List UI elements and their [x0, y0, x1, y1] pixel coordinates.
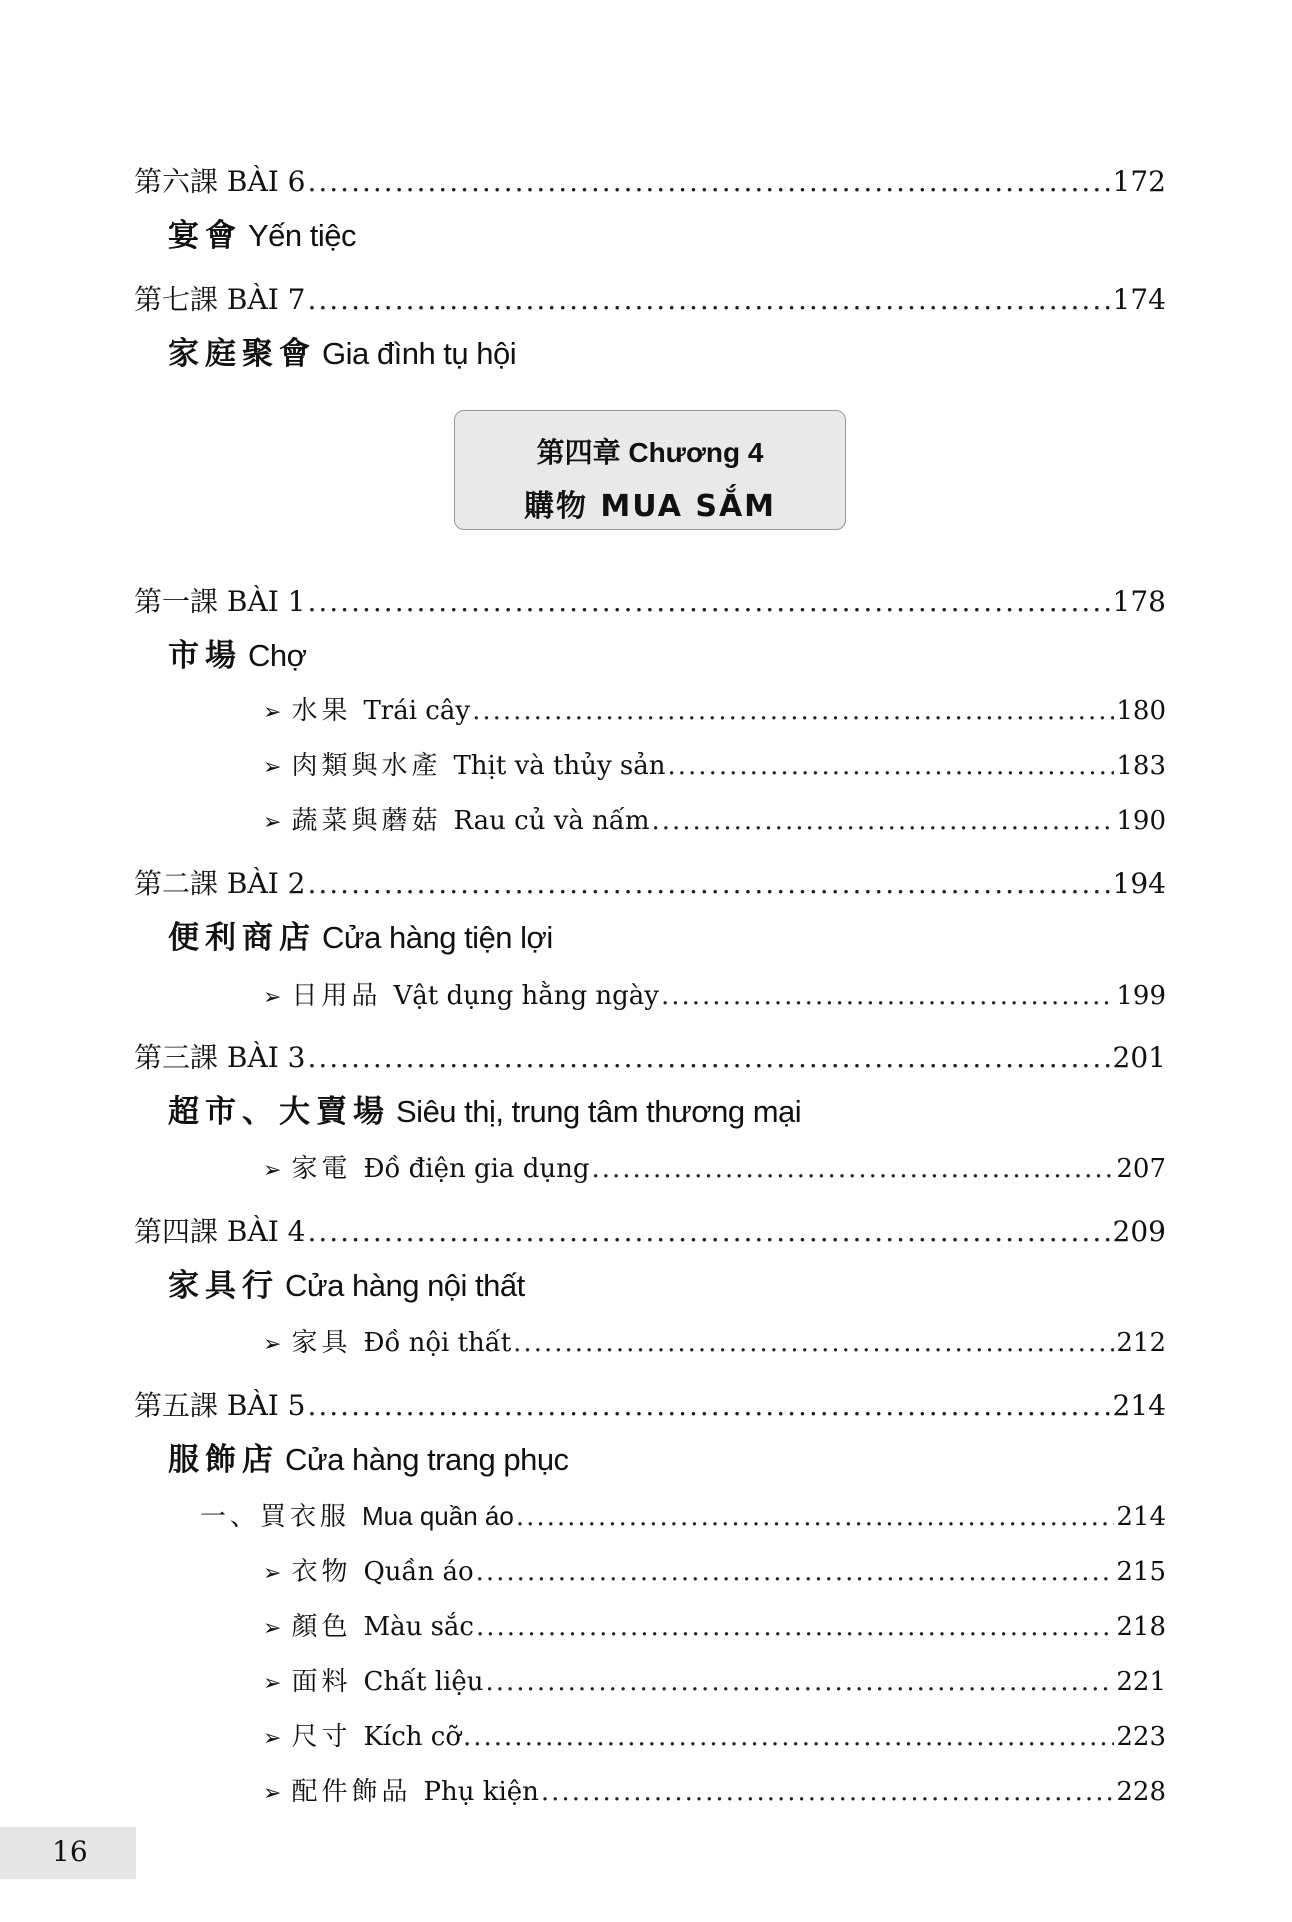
item-vn: Quần áo — [363, 1557, 474, 1587]
title-vn: Chợ — [248, 638, 307, 673]
lesson-title — [168, 1260, 525, 1305]
page-ref: 183 — [1116, 751, 1166, 781]
title-vn: Cửa hàng tiện lợi — [322, 920, 553, 955]
title-cn: 服飾店 — [168, 1442, 279, 1478]
page-ref: 214 — [1116, 1502, 1166, 1532]
chapter-heading-box — [454, 410, 846, 530]
item-vn: Vật dụng hằng ngày — [393, 981, 659, 1011]
page-ref: 172 — [1112, 165, 1166, 198]
lesson-label: 第六課 BÀI 6 — [134, 165, 306, 198]
title-cn: 便利商店 — [168, 920, 316, 956]
page-ref: 194 — [1112, 867, 1166, 900]
leader-dots — [307, 283, 1110, 316]
lesson-label: 第三課 BÀI 3 — [134, 1041, 306, 1074]
item-cn: 衣物 — [291, 1557, 352, 1587]
arrow-bullet-icon: ➢ — [263, 1616, 282, 1641]
chapter-title: 購物 MUA SẮM — [523, 489, 777, 524]
page-number: 16 — [52, 1835, 88, 1868]
item-cn: 家具 — [291, 1328, 352, 1358]
arrow-bullet-icon: ➢ — [263, 1726, 282, 1751]
lesson-title — [168, 328, 516, 373]
leader-dots — [476, 1557, 1115, 1587]
arrow-bullet-icon: ➢ — [263, 700, 282, 725]
arrow-bullet-icon: ➢ — [263, 1561, 282, 1586]
leader-dots — [307, 165, 1110, 198]
page-ref: 218 — [1116, 1612, 1166, 1642]
arrow-bullet-icon: ➢ — [263, 755, 282, 780]
arrow-bullet-icon: ➢ — [263, 1781, 282, 1806]
leader-dots — [307, 1041, 1110, 1074]
toc-item[interactable] — [263, 975, 1166, 1012]
lesson-title — [168, 210, 356, 255]
toc-item[interactable] — [263, 1771, 1166, 1808]
item-vn: Chất liệu — [363, 1667, 484, 1697]
leader-dots — [307, 585, 1110, 618]
lesson-title — [168, 1086, 801, 1131]
arrow-bullet-icon: ➢ — [263, 1158, 282, 1183]
leader-dots — [591, 1154, 1114, 1184]
toc-item[interactable] — [263, 1148, 1166, 1185]
item-vn: Rau củ và nấm — [453, 806, 650, 836]
leader-dots — [307, 867, 1110, 900]
toc-entry-lesson-4[interactable] — [134, 1210, 1166, 1250]
leader-dots — [541, 1777, 1114, 1807]
leader-dots — [307, 1389, 1110, 1422]
leader-dots — [463, 1722, 1114, 1752]
lesson-label: 第七課 BÀI 7 — [134, 283, 306, 316]
toc-entry-lesson-3[interactable] — [134, 1036, 1166, 1076]
toc-item[interactable] — [263, 1716, 1166, 1753]
toc-entry-lesson-1[interactable] — [134, 580, 1166, 620]
item-vn: Thịt và thủy sản — [453, 751, 666, 781]
toc-item[interactable] — [263, 1551, 1166, 1588]
page-ref: 221 — [1116, 1667, 1166, 1697]
title-vn: Gia đình tụ hội — [322, 336, 517, 371]
subsection-vn: Mua quần áo — [362, 1501, 514, 1531]
page-ref: 180 — [1116, 696, 1166, 726]
item-cn: 肉類與水產 — [291, 751, 442, 781]
leader-dots — [472, 696, 1114, 726]
leader-dots — [652, 806, 1115, 836]
leader-dots — [307, 1215, 1110, 1248]
arrow-bullet-icon: ➢ — [263, 985, 282, 1010]
toc-item[interactable] — [263, 1606, 1166, 1643]
item-vn: Đồ điện gia dụng — [363, 1154, 590, 1184]
leader-dots — [513, 1328, 1114, 1358]
chapter-number: 第四章 Chương 4 — [536, 437, 764, 468]
leader-dots — [668, 751, 1115, 781]
lesson-label: 第五課 BÀI 5 — [134, 1389, 306, 1422]
item-cn: 顏色 — [291, 1612, 352, 1642]
item-vn: Màu sắc — [363, 1612, 474, 1642]
item-cn: 配件飾品 — [291, 1777, 412, 1807]
page-ref: 178 — [1112, 585, 1166, 618]
page-ref: 190 — [1116, 806, 1166, 836]
page-ref: 214 — [1112, 1389, 1166, 1422]
title-vn: Siêu thị, trung tâm thương mại — [396, 1094, 802, 1129]
toc-entry-lesson-2[interactable] — [134, 862, 1166, 902]
item-cn: 蔬菜與蘑菇 — [291, 806, 442, 836]
title-cn: 超市、大賣場 — [168, 1094, 390, 1130]
lesson-title — [168, 1434, 569, 1479]
title-cn: 市場 — [168, 638, 242, 674]
lesson-label: 第二課 BÀI 2 — [134, 867, 306, 900]
subsection-cn: 一、買衣服 — [200, 1502, 351, 1532]
page-ref: 174 — [1112, 283, 1166, 316]
leader-dots — [516, 1502, 1115, 1532]
item-cn: 尺寸 — [291, 1722, 352, 1752]
toc-item[interactable] — [263, 745, 1166, 782]
toc-entry-lesson-5[interactable] — [134, 1384, 1166, 1424]
item-cn: 面料 — [291, 1667, 352, 1697]
toc-subsection[interactable] — [200, 1496, 1166, 1533]
title-vn: Yến tiệc — [248, 218, 357, 253]
arrow-bullet-icon: ➢ — [263, 1332, 282, 1357]
page-ref: 212 — [1116, 1328, 1166, 1358]
leader-dots — [486, 1667, 1115, 1697]
item-vn: Phụ kiện — [423, 1777, 539, 1807]
lesson-label: 第四課 BÀI 4 — [134, 1215, 306, 1248]
item-cn: 日用品 — [291, 981, 382, 1011]
leader-dots — [661, 981, 1114, 1011]
page-ref: 207 — [1116, 1154, 1166, 1184]
arrow-bullet-icon: ➢ — [263, 810, 282, 835]
item-vn: Kích cỡ — [363, 1722, 461, 1752]
toc-item[interactable] — [263, 1661, 1166, 1698]
item-vn: Đồ nội thất — [363, 1328, 512, 1358]
lesson-label: 第一課 BÀI 1 — [134, 585, 306, 618]
title-cn: 家庭聚會 — [168, 336, 316, 372]
title-cn: 宴會 — [168, 218, 242, 254]
lesson-title — [168, 630, 306, 675]
title-vn: Cửa hàng trang phục — [285, 1442, 569, 1477]
arrow-bullet-icon: ➢ — [263, 1671, 282, 1696]
title-vn: Cửa hàng nội thất — [285, 1268, 525, 1303]
page-ref: 228 — [1116, 1777, 1166, 1807]
page-ref: 199 — [1116, 981, 1166, 1011]
page-ref: 215 — [1116, 1557, 1166, 1587]
leader-dots — [476, 1612, 1114, 1642]
item-cn: 家電 — [291, 1154, 352, 1184]
lesson-title — [168, 912, 553, 957]
toc-entry-lesson-6[interactable] — [134, 160, 1166, 200]
toc-item[interactable] — [263, 1322, 1166, 1359]
toc-entry-lesson-7[interactable] — [134, 278, 1166, 318]
title-cn: 家具行 — [168, 1268, 279, 1304]
page-ref: 201 — [1112, 1041, 1166, 1074]
item-vn: Trái cây — [363, 696, 471, 726]
page-ref: 223 — [1116, 1722, 1166, 1752]
item-cn: 水果 — [291, 696, 352, 726]
toc-item[interactable] — [263, 800, 1166, 837]
toc-item[interactable] — [263, 690, 1166, 727]
page-ref: 209 — [1112, 1215, 1166, 1248]
page-number-box — [0, 1827, 136, 1879]
